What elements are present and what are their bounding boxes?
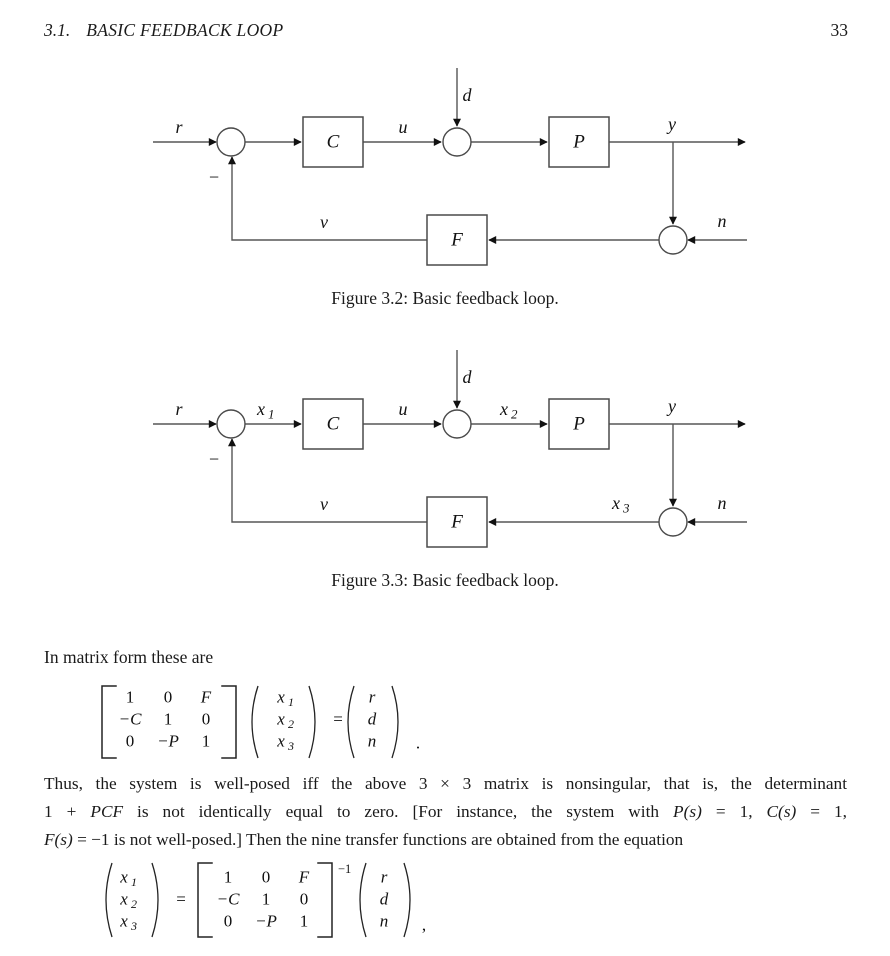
matrix-cell: F	[200, 687, 212, 707]
matrix-equation-2	[0, 856, 460, 952]
signal-x3-label	[611, 493, 630, 516]
left-bracket	[198, 863, 212, 937]
svg-text:x: x	[120, 889, 128, 909]
matrix-cell: 1	[201, 731, 211, 751]
summing-junction-3	[659, 508, 687, 536]
svg-text:1: 1	[268, 406, 275, 422]
left-paren	[348, 686, 354, 758]
svg-text:2: 2	[288, 717, 294, 731]
signal-y-label: y	[668, 396, 676, 416]
matrix-cell: 0	[163, 687, 173, 707]
matrix-cell: −P	[255, 911, 277, 931]
svg-text:x: x	[120, 867, 128, 887]
section-number: 3.1.	[44, 20, 71, 40]
svg-text:x: x	[612, 493, 620, 513]
punctuation: ,	[421, 915, 427, 935]
right-paren	[309, 686, 315, 758]
equals-sign: =	[176, 889, 186, 909]
svg-text:n: n	[367, 731, 377, 751]
svg-text:n: n	[379, 911, 389, 931]
plant-label: P	[573, 131, 585, 153]
intro-sentence: In matrix form these are	[44, 647, 214, 667]
matrix-cell: −C	[216, 889, 240, 909]
left-bracket	[102, 686, 116, 758]
figure-3-3-diagram	[0, 342, 890, 572]
signal-u-label: u	[398, 117, 408, 137]
figure-3-3-caption: Figure 3.3: Basic feedback loop.	[331, 570, 559, 590]
svg-text:d: d	[379, 889, 389, 909]
matrix-equation-1	[0, 680, 460, 765]
plant-label: P	[573, 413, 585, 435]
signal-v-label: v	[320, 494, 328, 514]
summing-junction-1	[217, 410, 245, 438]
matrix-cell: 1	[163, 709, 173, 729]
signal-n-label: n	[717, 211, 727, 231]
matrix-cell: 1	[223, 867, 233, 887]
state-vector	[276, 688, 294, 754]
signal-r-label: r	[175, 399, 183, 419]
paragraph-line: F(s) = −1 is not well-posed.] Then the nine transfer functions are obtained from the equation	[44, 830, 684, 849]
figure-3-2-caption: Figure 3.2: Basic feedback loop.	[331, 288, 559, 308]
equals-sign: =	[333, 709, 343, 729]
controller-label: C	[326, 131, 340, 153]
matrix-cell: F	[298, 867, 310, 887]
svg-text:x: x	[277, 687, 285, 707]
right-bracket	[222, 686, 236, 758]
matrix-cell: 0	[261, 867, 271, 887]
punctuation: .	[415, 733, 421, 753]
section-title: BASIC FEEDBACK LOOP	[86, 20, 284, 40]
controller-label: C	[326, 413, 340, 435]
matrix-cell: 0	[299, 889, 309, 909]
body-paragraph	[44, 770, 847, 854]
paragraph-line: 1 + PCF is not identically equal to zero. [For instance, the system with P(s) = 1, C(s) = 1,	[44, 802, 847, 821]
svg-text:x: x	[277, 731, 285, 751]
minus-sign: −	[207, 167, 221, 187]
minus-sign: −	[207, 449, 221, 469]
svg-text:r: r	[368, 687, 376, 707]
svg-text:3: 3	[131, 919, 137, 933]
matrix-cell: 1	[125, 687, 135, 707]
inverse-exponent: −1	[338, 862, 352, 876]
left-paren	[106, 863, 112, 937]
feedback-label: F	[451, 229, 463, 251]
matrix-cell: 0	[125, 731, 135, 751]
summing-junction-1	[217, 128, 245, 156]
svg-text:d: d	[367, 709, 377, 729]
signal-u-label: u	[398, 399, 408, 419]
svg-text:1: 1	[288, 695, 294, 709]
svg-text:x: x	[120, 911, 128, 931]
signal-n-label: n	[717, 493, 727, 513]
matrix-cell: 0	[201, 709, 211, 729]
svg-text:x: x	[500, 399, 508, 419]
left-paren	[252, 686, 258, 758]
signal-y-label: y	[668, 114, 676, 134]
state-vector	[119, 868, 137, 934]
summing-junction-2	[443, 410, 471, 438]
signal-x1-label	[256, 399, 275, 422]
page-number: 33	[830, 20, 848, 40]
matrix-cell: 1	[299, 911, 309, 931]
paragraph-line: Thus, the system is well-posed iff the above 3 × 3 matrix is nonsingular, that is, the determinant	[44, 774, 847, 793]
signal-d-label: d	[462, 367, 472, 387]
section-heading	[44, 20, 283, 41]
svg-text:x: x	[257, 399, 265, 419]
page-header	[44, 20, 848, 41]
figure-3-2-diagram	[0, 60, 890, 290]
rhs-vector	[368, 688, 377, 751]
right-paren	[392, 686, 398, 758]
summing-junction-3	[659, 226, 687, 254]
feedback-arrow	[232, 439, 427, 522]
svg-text:3: 3	[623, 500, 630, 516]
svg-text:x: x	[277, 709, 285, 729]
signal-d-label: d	[462, 85, 472, 105]
svg-text:2: 2	[131, 897, 137, 911]
svg-text:3: 3	[288, 739, 294, 753]
signal-v-label: v	[320, 212, 328, 232]
right-bracket	[318, 863, 332, 937]
left-paren	[360, 863, 366, 937]
rhs-vector	[380, 868, 389, 931]
signal-r-label: r	[175, 117, 183, 137]
svg-text:2: 2	[511, 406, 518, 422]
feedback-arrow	[232, 157, 427, 240]
right-paren	[152, 863, 158, 937]
matrix-cell: 1	[261, 889, 271, 909]
signal-x2-label	[499, 399, 518, 422]
svg-text:1: 1	[131, 875, 137, 889]
matrix-cell: −P	[157, 731, 179, 751]
matrix-cell: 0	[223, 911, 233, 931]
matrix-cell: −C	[118, 709, 142, 729]
right-paren	[404, 863, 410, 937]
feedback-label: F	[451, 511, 463, 533]
summing-junction-2	[443, 128, 471, 156]
svg-text:r: r	[380, 867, 388, 887]
